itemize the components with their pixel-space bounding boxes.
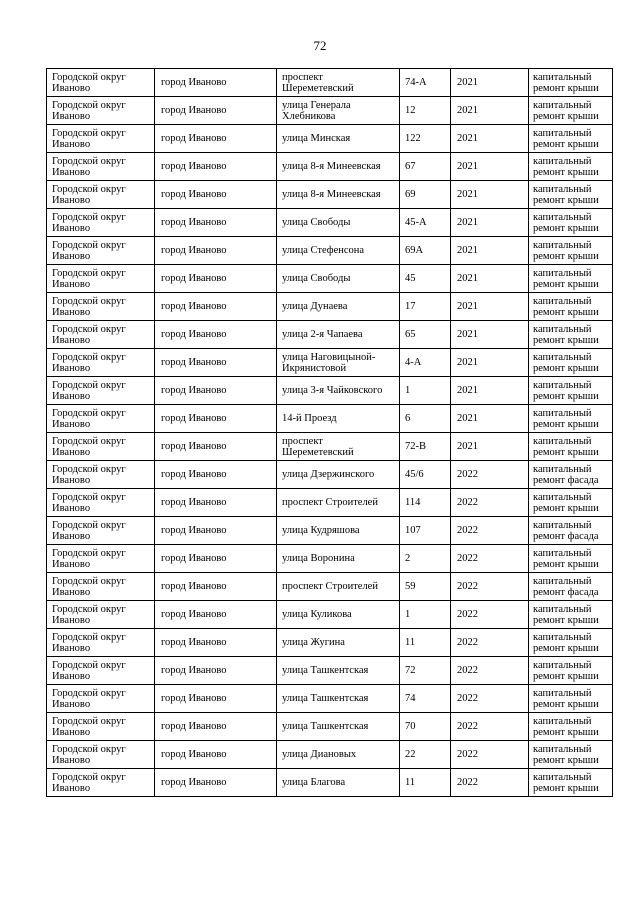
settlement-cell: город Иваново [155, 293, 277, 321]
year-cell: 2021 [451, 125, 529, 153]
street-cell: проспект Строителей [277, 573, 400, 601]
work-type-cell: капитальный ремонт крыши [529, 601, 613, 629]
work-type-cell: капитальный ремонт крыши [529, 489, 613, 517]
table-row [47, 573, 613, 601]
house-number-cell: 114 [400, 489, 451, 517]
municipality-cell: Городской округ Иваново [47, 377, 155, 405]
work-type-cell: капитальный ремонт крыши [529, 433, 613, 461]
work-type-cell: капитальный ремонт крыши [529, 125, 613, 153]
house-number-cell: 12 [400, 97, 451, 125]
municipality-cell: Городской округ Иваново [47, 405, 155, 433]
house-number-cell: 1 [400, 377, 451, 405]
table-row [47, 545, 613, 573]
settlement-cell: город Иваново [155, 125, 277, 153]
settlement-cell: город Иваново [155, 153, 277, 181]
table-row [47, 321, 613, 349]
house-number-cell: 122 [400, 125, 451, 153]
house-number-cell: 72 [400, 657, 451, 685]
work-type-cell: капитальный ремонт крыши [529, 685, 613, 713]
work-type-cell: капитальный ремонт крыши [529, 321, 613, 349]
table-row [47, 685, 613, 713]
table-row [47, 349, 613, 377]
house-number-cell: 67 [400, 153, 451, 181]
house-number-cell: 4-А [400, 349, 451, 377]
municipality-cell: Городской округ Иваново [47, 293, 155, 321]
year-cell: 2022 [451, 713, 529, 741]
year-cell: 2022 [451, 573, 529, 601]
year-cell: 2022 [451, 545, 529, 573]
settlement-cell: город Иваново [155, 713, 277, 741]
work-type-cell: капитальный ремонт фасада [529, 517, 613, 545]
table-row [47, 181, 613, 209]
municipality-cell: Городской округ Иваново [47, 265, 155, 293]
settlement-cell: город Иваново [155, 741, 277, 769]
table-row [47, 405, 613, 433]
settlement-cell: город Иваново [155, 237, 277, 265]
municipality-cell: Городской округ Иваново [47, 657, 155, 685]
settlement-cell: город Иваново [155, 405, 277, 433]
settlement-cell: город Иваново [155, 573, 277, 601]
table-row [47, 769, 613, 797]
table-row [47, 97, 613, 125]
work-type-cell: капитальный ремонт крыши [529, 713, 613, 741]
table-row [47, 461, 613, 489]
street-cell: улица Свободы [277, 265, 400, 293]
page-number: 72 [313, 38, 327, 53]
table-row [47, 69, 613, 97]
street-cell: улица Куликова [277, 601, 400, 629]
year-cell: 2021 [451, 97, 529, 125]
settlement-cell: город Иваново [155, 349, 277, 377]
house-number-cell: 11 [400, 629, 451, 657]
work-type-cell: капитальный ремонт крыши [529, 237, 613, 265]
street-cell: улица Ташкентская [277, 657, 400, 685]
municipality-cell: Городской округ Иваново [47, 489, 155, 517]
settlement-cell: город Иваново [155, 181, 277, 209]
work-type-cell: капитальный ремонт крыши [529, 349, 613, 377]
year-cell: 2022 [451, 657, 529, 685]
settlement-cell: город Иваново [155, 461, 277, 489]
municipality-cell: Городской округ Иваново [47, 237, 155, 265]
work-type-cell: капитальный ремонт крыши [529, 69, 613, 97]
work-type-cell: капитальный ремонт крыши [529, 265, 613, 293]
work-type-cell: капитальный ремонт крыши [529, 769, 613, 797]
municipality-cell: Городской округ Иваново [47, 461, 155, 489]
work-type-cell: капитальный ремонт крыши [529, 293, 613, 321]
year-cell: 2022 [451, 489, 529, 517]
year-cell: 2022 [451, 685, 529, 713]
table-row [47, 265, 613, 293]
settlement-cell: город Иваново [155, 377, 277, 405]
street-cell: 14-й Проезд [277, 405, 400, 433]
work-type-cell: капитальный ремонт фасада [529, 461, 613, 489]
year-cell: 2021 [451, 433, 529, 461]
street-cell: проспект Строителей [277, 489, 400, 517]
house-number-cell: 17 [400, 293, 451, 321]
house-number-cell: 74-А [400, 69, 451, 97]
settlement-cell: город Иваново [155, 517, 277, 545]
table-row [47, 601, 613, 629]
house-number-cell: 2 [400, 545, 451, 573]
municipality-cell: Городской округ Иваново [47, 741, 155, 769]
street-cell: улица 3-я Чайковского [277, 377, 400, 405]
municipality-cell: Городской округ Иваново [47, 713, 155, 741]
municipality-cell: Городской округ Иваново [47, 769, 155, 797]
work-type-cell: капитальный ремонт крыши [529, 209, 613, 237]
street-cell: улица 2-я Чапаева [277, 321, 400, 349]
work-type-cell: капитальный ремонт крыши [529, 657, 613, 685]
work-type-cell: капитальный ремонт фасада [529, 573, 613, 601]
table-row [47, 489, 613, 517]
table-row [47, 237, 613, 265]
settlement-cell: город Иваново [155, 265, 277, 293]
house-number-cell: 72-В [400, 433, 451, 461]
year-cell: 2022 [451, 769, 529, 797]
year-cell: 2022 [451, 629, 529, 657]
year-cell: 2022 [451, 461, 529, 489]
municipality-cell: Городской округ Иваново [47, 97, 155, 125]
house-number-cell: 45/6 [400, 461, 451, 489]
street-cell: улица Наговицыной-Икрянистовой [277, 349, 400, 377]
street-cell: улица Кудряшова [277, 517, 400, 545]
work-type-cell: капитальный ремонт крыши [529, 741, 613, 769]
settlement-cell: город Иваново [155, 685, 277, 713]
municipality-cell: Городской округ Иваново [47, 349, 155, 377]
street-cell: улица Свободы [277, 209, 400, 237]
house-number-cell: 11 [400, 769, 451, 797]
house-number-cell: 69А [400, 237, 451, 265]
work-type-cell: капитальный ремонт крыши [529, 181, 613, 209]
settlement-cell: город Иваново [155, 321, 277, 349]
municipality-cell: Городской округ Иваново [47, 601, 155, 629]
year-cell: 2021 [451, 321, 529, 349]
year-cell: 2021 [451, 153, 529, 181]
street-cell: улица Диановых [277, 741, 400, 769]
street-cell: улица Ташкентская [277, 713, 400, 741]
street-cell: проспект Шереметевский [277, 69, 400, 97]
municipality-cell: Городской округ Иваново [47, 517, 155, 545]
work-type-cell: капитальный ремонт крыши [529, 629, 613, 657]
year-cell: 2021 [451, 405, 529, 433]
house-number-cell: 107 [400, 517, 451, 545]
municipality-cell: Городской округ Иваново [47, 573, 155, 601]
table-row [47, 713, 613, 741]
municipality-cell: Городской округ Иваново [47, 69, 155, 97]
year-cell: 2021 [451, 349, 529, 377]
municipality-cell: Городской округ Иваново [47, 433, 155, 461]
street-cell: улица Стефенсона [277, 237, 400, 265]
house-number-cell: 22 [400, 741, 451, 769]
house-number-cell: 45 [400, 265, 451, 293]
settlement-cell: город Иваново [155, 657, 277, 685]
street-cell: улица Воронина [277, 545, 400, 573]
settlement-cell: город Иваново [155, 433, 277, 461]
table-row [47, 741, 613, 769]
street-cell: улица Жугина [277, 629, 400, 657]
table-row [47, 433, 613, 461]
street-cell: улица Благова [277, 769, 400, 797]
repair-register-table [46, 68, 613, 797]
street-cell: проспект Шереметевский [277, 433, 400, 461]
settlement-cell: город Иваново [155, 209, 277, 237]
work-type-cell: капитальный ремонт крыши [529, 153, 613, 181]
table-row [47, 153, 613, 181]
street-cell: улица Дзержинского [277, 461, 400, 489]
table-row [47, 293, 613, 321]
house-number-cell: 59 [400, 573, 451, 601]
year-cell: 2021 [451, 293, 529, 321]
work-type-cell: капитальный ремонт крыши [529, 97, 613, 125]
table-row [47, 657, 613, 685]
table-row [47, 209, 613, 237]
year-cell: 2021 [451, 237, 529, 265]
settlement-cell: город Иваново [155, 769, 277, 797]
year-cell: 2021 [451, 265, 529, 293]
house-number-cell: 45-А [400, 209, 451, 237]
municipality-cell: Городской округ Иваново [47, 209, 155, 237]
street-cell: улица Генерала Хлебникова [277, 97, 400, 125]
house-number-cell: 69 [400, 181, 451, 209]
house-number-cell: 65 [400, 321, 451, 349]
municipality-cell: Городской округ Иваново [47, 685, 155, 713]
year-cell: 2021 [451, 181, 529, 209]
year-cell: 2022 [451, 517, 529, 545]
municipality-cell: Городской округ Иваново [47, 181, 155, 209]
table-row [47, 377, 613, 405]
municipality-cell: Городской округ Иваново [47, 321, 155, 349]
table-row [47, 517, 613, 545]
settlement-cell: город Иваново [155, 489, 277, 517]
year-cell: 2021 [451, 209, 529, 237]
year-cell: 2022 [451, 601, 529, 629]
house-number-cell: 6 [400, 405, 451, 433]
settlement-cell: город Иваново [155, 601, 277, 629]
settlement-cell: город Иваново [155, 629, 277, 657]
table-body [47, 69, 613, 797]
municipality-cell: Городской округ Иваново [47, 545, 155, 573]
municipality-cell: Городской округ Иваново [47, 629, 155, 657]
year-cell: 2021 [451, 69, 529, 97]
street-cell: улица Дунаева [277, 293, 400, 321]
year-cell: 2021 [451, 377, 529, 405]
work-type-cell: капитальный ремонт крыши [529, 377, 613, 405]
settlement-cell: город Иваново [155, 97, 277, 125]
settlement-cell: город Иваново [155, 69, 277, 97]
house-number-cell: 1 [400, 601, 451, 629]
table-row [47, 125, 613, 153]
table-row [47, 629, 613, 657]
street-cell: улица Минская [277, 125, 400, 153]
street-cell: улица 8-я Минеевская [277, 153, 400, 181]
house-number-cell: 74 [400, 685, 451, 713]
municipality-cell: Городской округ Иваново [47, 125, 155, 153]
house-number-cell: 70 [400, 713, 451, 741]
municipality-cell: Городской округ Иваново [47, 153, 155, 181]
work-type-cell: капитальный ремонт крыши [529, 545, 613, 573]
work-type-cell: капитальный ремонт крыши [529, 405, 613, 433]
street-cell: улица Ташкентская [277, 685, 400, 713]
year-cell: 2022 [451, 741, 529, 769]
street-cell: улица 8-я Минеевская [277, 181, 400, 209]
settlement-cell: город Иваново [155, 545, 277, 573]
